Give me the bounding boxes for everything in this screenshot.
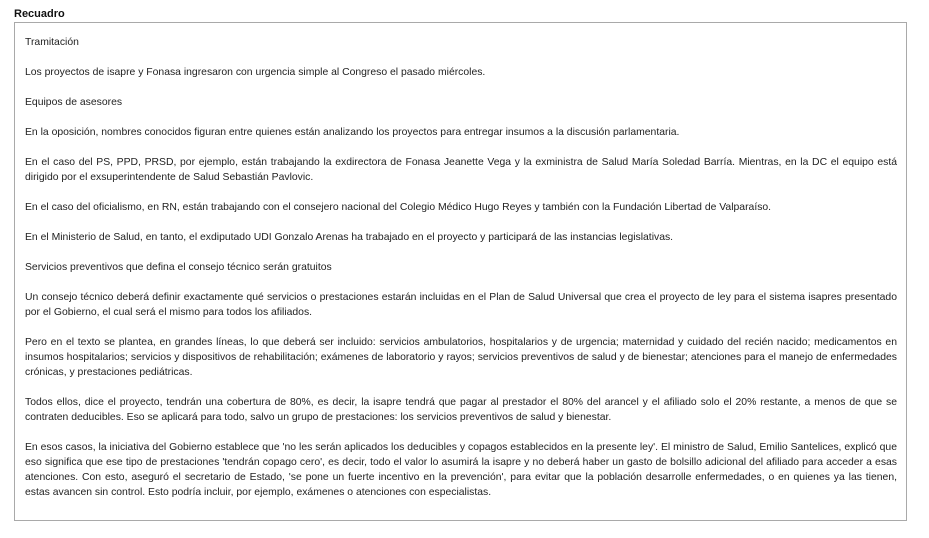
paragraph: Todos ellos, dice el proyecto, tendrán una cobertura de 80%, es decir, la isapre tendrá que pagar al prestador el 80% del arancel y el afiliado solo el 20% restante, a menos de que se contraten deducibles. Eso se aplicará para todo, salvo un grupo de prestaciones: los servicios preventivos de salud y bienestar.: [25, 397, 897, 423]
paragraph: En el caso del PS, PPD, PRSD, por ejemplo, están trabajando la exdirectora de Fonasa Jeanette Vega y la exministra de Salud María Soledad Barría. Mientras, en la DC el equipo está dirigido por el exsuperintendente de Salud Sebastián Pavlovic.: [25, 157, 897, 183]
section-title: Recuadro: [14, 8, 65, 20]
heading-equipos-asesores: Equipos de asesores: [25, 97, 123, 108]
paragraph: Un consejo técnico deberá definir exactamente qué servicios o prestaciones estarán incluidas en el Plan de Salud Universal que crea el proyecto de ley para el sistema isapres presentado por el Gobierno, el cual será el mismo para todos los afiliados.: [25, 292, 897, 318]
paragraph: En el Ministerio de Salud, en tanto, el exdiputado UDI Gonzalo Arenas ha trabajado en el proyecto y participará de las instancias legislativas.: [25, 232, 674, 243]
heading-tramitacion: Tramitación: [25, 37, 79, 48]
paragraph: Los proyectos de isapre y Fonasa ingresaron con urgencia simple al Congreso el pasado miércoles.: [25, 67, 486, 78]
paragraph: Pero en el texto se plantea, en grandes líneas, lo que deberá ser incluido: servicios ambulatorios, hospitalarios y de urgencia; maternidad y cuidado del recién nacido; medicamentos en insumos hospitalarios; servicios y dispositivos de rehabilitación; exámenes de laboratorio y rayos; servicios preventivos de salud y de bienestar; atenciones para el manejo de enfermedades crónicas, y prestaciones pediátricas.: [25, 337, 897, 378]
recuadro-box: [14, 22, 907, 521]
heading-servicios-preventivos: Servicios preventivos que defina el consejo técnico serán gratuitos: [25, 262, 332, 273]
recuadro-content: [25, 35, 897, 515]
paragraph: En el caso del oficialismo, en RN, están trabajando con el consejero nacional del Colegio Médico Hugo Reyes y también con la Fundación Libertad de Valparaíso.: [25, 202, 772, 213]
paragraph: En la oposición, nombres conocidos figuran entre quienes están analizando los proyectos para entregar insumos a la discusión parlamentaria.: [25, 127, 680, 138]
paragraph: En esos casos, la iniciativa del Gobierno establece que 'no les serán aplicados los deducibles y copagos establecidos en la presente ley'. El ministro de Salud, Emilio Santelices, explicó que eso significa que ese tipo de prestaciones 'tendrán copago cero', es decir, todo el valor lo asumirá la isapre y no deberá haber un gasto de bolsillo adicional del afiliado para acceder a esas atenciones. Con esto, aseguró el secretario de Estado, 'se pone un fuerte incentivo en la prevención', para evitar que la población desarrolle enfermedades, o en quienes ya las tienen, estas avancen sin control. Esto podría incluir, por ejemplo, exámenes o atenciones con especialistas.: [25, 442, 897, 498]
